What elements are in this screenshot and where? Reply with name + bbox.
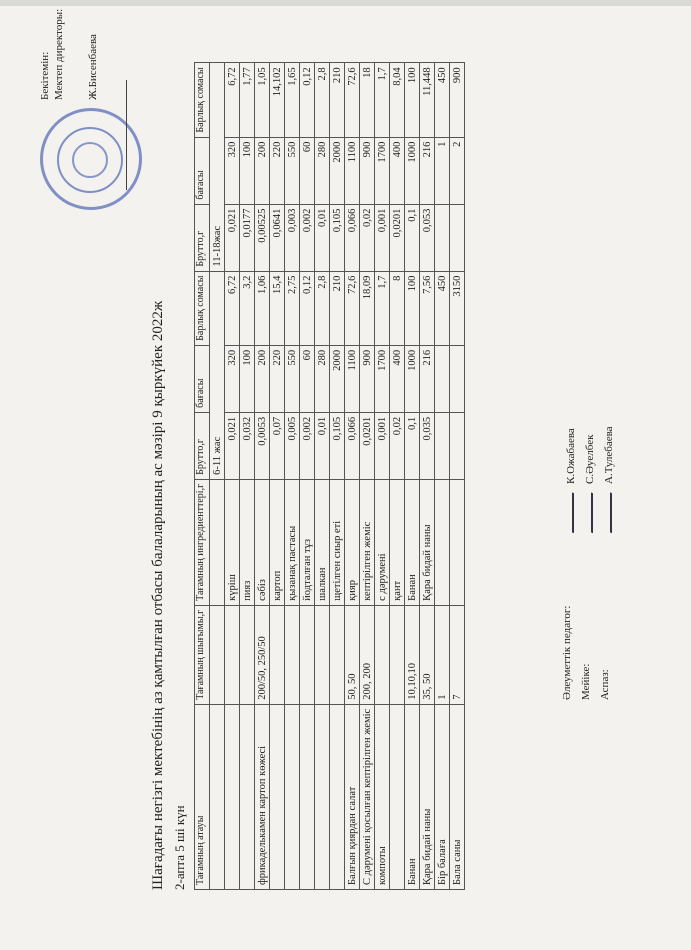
cell-s1: 0,12 — [300, 271, 315, 345]
cell-dish: Бір балаға — [435, 704, 450, 889]
cell-dish: компоты — [375, 704, 390, 889]
cell-p1: 200 — [255, 345, 270, 412]
cell-ingr: щетілген сиыр еті — [330, 479, 345, 605]
table-header-row — [195, 63, 210, 890]
cell-yield: 10,10,10 — [405, 605, 420, 704]
signature-scribble-icon — [560, 487, 574, 534]
cell-b2: 0,02 — [360, 204, 375, 271]
cell-dish: С дәрумені қосылған кептірілген жеміс — [360, 704, 375, 889]
cell-b2: 0,002 — [300, 204, 315, 271]
cell-yield: 200, 200 — [360, 605, 375, 704]
cell-ingr — [435, 479, 450, 605]
table-row — [435, 63, 450, 890]
col-brutto-1: Брутто,г — [195, 412, 210, 479]
cell-b2: 0,003 — [285, 204, 300, 271]
cell-p1: 220 — [270, 345, 285, 412]
cell-b1: 0,07 — [270, 412, 285, 479]
age-group-1: 6-11 жас — [210, 271, 225, 479]
cell-s1: 72,6 — [345, 271, 360, 345]
cell-dish — [225, 704, 240, 889]
cell-s1: 8 — [390, 271, 405, 345]
cell-p2: 280 — [315, 137, 330, 204]
cell-b1 — [435, 412, 450, 479]
cell-ingr: кептірілген жеміс — [360, 479, 375, 605]
cell-s2: 1,7 — [375, 63, 390, 137]
cell-s2: 11,448 — [420, 63, 435, 137]
table-row — [270, 63, 285, 890]
cell-b2: 0,053 — [420, 204, 435, 271]
cell-yield: 50, 50 — [345, 605, 360, 704]
cell-s2: 1,77 — [240, 63, 255, 137]
approve-label: Бекітемін: — [39, 51, 51, 100]
cell-ingr: сәбіз — [255, 479, 270, 605]
cell-s2: 900 — [450, 63, 465, 137]
cell-ingr: шалкан — [315, 479, 330, 605]
table-row — [360, 63, 375, 890]
cell-p2: 320 — [225, 137, 240, 204]
cell-b1: 0,032 — [240, 412, 255, 479]
cell-ingr: с дәрумені — [375, 479, 390, 605]
table-row — [255, 63, 270, 890]
cell-s2: 18 — [360, 63, 375, 137]
cell-dish: Бала саны — [450, 704, 465, 889]
cell-s1: 6,72 — [225, 271, 240, 345]
seal-emblem-icon — [72, 142, 108, 178]
cell-s1: 3,2 — [240, 271, 255, 345]
cell-s1: 100 — [405, 271, 420, 345]
cell-ingr: йодталған тұз — [300, 479, 315, 605]
col-ingredients: Тағамның ингредиенттері,г — [195, 479, 210, 605]
cell-p1 — [435, 345, 450, 412]
cell-s1: 2,8 — [315, 271, 330, 345]
cell-p1: 1100 — [345, 345, 360, 412]
cell-s1: 7,56 — [420, 271, 435, 345]
cell-b2: 0,0201 — [390, 204, 405, 271]
cell-p1: 1700 — [375, 345, 390, 412]
approval-block — [38, 9, 100, 100]
cell-dish — [270, 704, 285, 889]
table-row — [285, 63, 300, 890]
cell-b2 — [450, 204, 465, 271]
cell-s1: 3150 — [450, 271, 465, 345]
cell-b1 — [450, 412, 465, 479]
col-price-1: бағасы — [195, 345, 210, 412]
cell-dish — [300, 704, 315, 889]
col-price-2: бағасы — [195, 137, 210, 204]
signer-role: Мейіке: — [580, 663, 592, 700]
cell-s1: 2,75 — [285, 271, 300, 345]
table-row — [420, 63, 435, 890]
cell-yield — [300, 605, 315, 704]
col-yield: Тағамның шығымы,г — [195, 605, 210, 704]
cell-p1: 1000 — [405, 345, 420, 412]
signer-role: Аспаз: — [599, 669, 611, 700]
cell-b1: 0,035 — [420, 412, 435, 479]
signature-scribble-icon — [598, 487, 612, 534]
cell-dish — [390, 704, 405, 889]
table-row — [450, 63, 465, 890]
cell-s1: 15,4 — [270, 271, 285, 345]
cell-p2: 216 — [420, 137, 435, 204]
cell-s2: 72,6 — [345, 63, 360, 137]
cell-p2: 60 — [300, 137, 315, 204]
col-brutto-2: Брутто,г — [195, 204, 210, 271]
cell-b2: 0,0177 — [240, 204, 255, 271]
cell-s1: 18,09 — [360, 271, 375, 345]
cell-b2: 0,066 — [345, 204, 360, 271]
cell-p1: 400 — [390, 345, 405, 412]
cell-s2: 8,04 — [390, 63, 405, 137]
cell-b1: 0,005 — [285, 412, 300, 479]
cell-b2: 0,00525 — [255, 204, 270, 271]
signature-block — [560, 426, 617, 700]
cell-ingr: картоп — [270, 479, 285, 605]
cell-ingr — [450, 479, 465, 605]
cell-ingr: қант — [390, 479, 405, 605]
signer-name: К.Ожабаева — [565, 428, 577, 484]
cell-s2: 14,102 — [270, 63, 285, 137]
table-row — [375, 63, 390, 890]
cell-yield: 7 — [450, 605, 465, 704]
cell-p1: 280 — [315, 345, 330, 412]
cell-b1: 0,02 — [390, 412, 405, 479]
cell-p1: 2000 — [330, 345, 345, 412]
cell-b1: 0,0201 — [360, 412, 375, 479]
cell-yield — [225, 605, 240, 704]
cell-dish — [240, 704, 255, 889]
cell-yield — [390, 605, 405, 704]
age-group-2: 11-18жас — [210, 63, 225, 271]
cell-p2: 400 — [390, 137, 405, 204]
cell-ingr: қызанақ пастасы — [285, 479, 300, 605]
cell-yield: 200/50, 250/50 — [255, 605, 270, 704]
col-sum-1: Барлық сомасы — [195, 271, 210, 345]
col-dish: Тағамның атауы — [195, 704, 210, 889]
cell-b2: 0,1 — [405, 204, 420, 271]
cell-b2: 0,001 — [375, 204, 390, 271]
cell-yield — [315, 605, 330, 704]
signer-name: А.Тулебаева — [603, 426, 615, 484]
cell-s2: 0,12 — [300, 63, 315, 137]
cell-p2: 100 — [240, 137, 255, 204]
cell-b1: 0,1 — [405, 412, 420, 479]
cell-yield — [330, 605, 345, 704]
approve-role: Мектеп директоры: — [53, 8, 65, 100]
cell-ingr: күріш — [225, 479, 240, 605]
cell-p2: 1700 — [375, 137, 390, 204]
cell-p1: 60 — [300, 345, 315, 412]
cell-b1: 0,002 — [300, 412, 315, 479]
signature-row — [560, 426, 579, 700]
col-sum-2: Барлық сомасы — [195, 63, 210, 137]
cell-p1: 216 — [420, 345, 435, 412]
cell-p2: 550 — [285, 137, 300, 204]
signature-row — [579, 426, 598, 700]
table-row — [405, 63, 420, 890]
cell-yield — [375, 605, 390, 704]
cell-b1: 0,105 — [330, 412, 345, 479]
cell-p1 — [450, 345, 465, 412]
table-row — [330, 63, 345, 890]
approve-name: Ж.Бисенбаева — [87, 34, 99, 100]
cell-s2: 2,8 — [315, 63, 330, 137]
cell-s2: 210 — [330, 63, 345, 137]
cell-yield: 1 — [435, 605, 450, 704]
cell-p2: 200 — [255, 137, 270, 204]
age-row — [210, 63, 225, 890]
signer-role: Әлеуметтік педагог: — [561, 605, 573, 700]
signature-scribble-icon — [579, 487, 593, 534]
cell-ingr: пияз — [240, 479, 255, 605]
cell-s2: 450 — [435, 63, 450, 137]
cell-p2: 900 — [360, 137, 375, 204]
cell-b2 — [435, 204, 450, 271]
table-body — [225, 63, 465, 890]
table-row — [300, 63, 315, 890]
cell-yield — [270, 605, 285, 704]
menu-table — [194, 62, 465, 890]
cell-ingr: Қара бидай наны — [420, 479, 435, 605]
cell-p1: 900 — [360, 345, 375, 412]
cell-p1: 320 — [225, 345, 240, 412]
table-row — [240, 63, 255, 890]
cell-ingr: қияр — [345, 479, 360, 605]
cell-b2: 0,105 — [330, 204, 345, 271]
signature-row — [598, 426, 617, 700]
cell-dish — [285, 704, 300, 889]
cell-dish: Қара бидай наны — [420, 704, 435, 889]
cell-s2: 1,65 — [285, 63, 300, 137]
cell-s1: 1,7 — [375, 271, 390, 345]
cell-yield — [285, 605, 300, 704]
cell-dish: фрикаделькамен картоп көжесі — [255, 704, 270, 889]
cell-p1: 100 — [240, 345, 255, 412]
cell-p2: 1 — [435, 137, 450, 204]
cell-ingr: Банан — [405, 479, 420, 605]
approve-signature-line — [126, 80, 127, 190]
cell-b1: 0,066 — [345, 412, 360, 479]
cell-p2: 220 — [270, 137, 285, 204]
cell-p2: 1000 — [405, 137, 420, 204]
table-row — [345, 63, 360, 890]
cell-dish: Балғын қиярдан салат — [345, 704, 360, 889]
cell-b2: 0,021 — [225, 204, 240, 271]
cell-s1: 210 — [330, 271, 345, 345]
cell-b1: 0,001 — [375, 412, 390, 479]
cell-b2: 0,01 — [315, 204, 330, 271]
document-subtitle: 2-апта 5 ші күн — [172, 805, 187, 890]
cell-b1: 0,01 — [315, 412, 330, 479]
cell-p2: 1100 — [345, 137, 360, 204]
table-row — [315, 63, 330, 890]
signer-name: С.Әуелбек — [584, 434, 596, 484]
cell-dish: Банан — [405, 704, 420, 889]
cell-p1: 550 — [285, 345, 300, 412]
table-row — [390, 63, 405, 890]
cell-dish — [315, 704, 330, 889]
cell-dish — [330, 704, 345, 889]
cell-s1: 1,06 — [255, 271, 270, 345]
table-row — [225, 63, 240, 890]
cell-b2: 0,0641 — [270, 204, 285, 271]
cell-s2: 1,05 — [255, 63, 270, 137]
document-title: Шағадағы негізгі мектебінің аз қамтылған отбасы балаларының ас мәзірі 9 қыркүйек 2022ж — [150, 300, 166, 890]
cell-s2: 100 — [405, 63, 420, 137]
cell-p2: 2000 — [330, 137, 345, 204]
cell-b1: 0,021 — [225, 412, 240, 479]
cell-b1: 0,0053 — [255, 412, 270, 479]
cell-yield — [240, 605, 255, 704]
cell-p2: 2 — [450, 137, 465, 204]
cell-yield: 35, 50 — [420, 605, 435, 704]
cell-s1: 450 — [435, 271, 450, 345]
cell-s2: 6,72 — [225, 63, 240, 137]
